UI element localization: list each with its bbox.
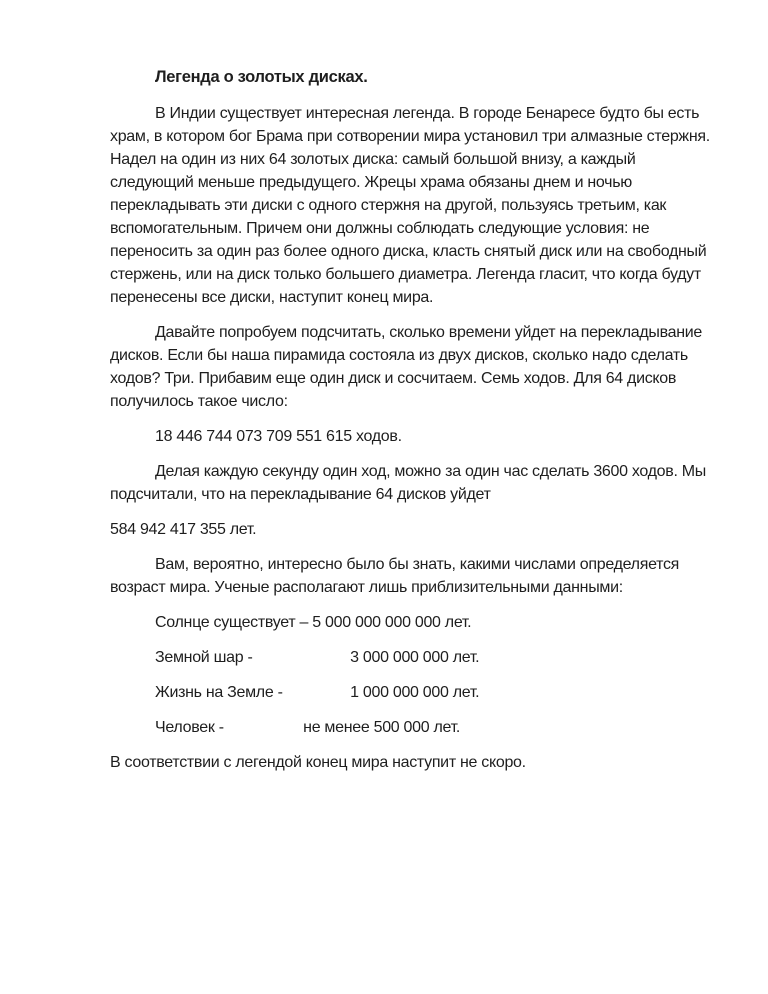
- paragraph-age-intro: Вам, вероятно, интересно было бы знать, какими числами определяется возраст мира. Ученые располагают лишь приблизительными данными:: [110, 556, 680, 596]
- age-item-label: Жизнь на Земле -: [155, 684, 283, 701]
- age-list-row-sun: [110, 611, 710, 634]
- age-item-label: Человек -: [155, 719, 224, 736]
- age-list-row-life: [110, 681, 710, 704]
- age-item-value: не менее 500 000 лет.: [303, 719, 460, 736]
- age-item-value: 3 000 000 000 лет.: [350, 649, 480, 666]
- moves-number-line: 18 446 744 073 709 551 615 ходов.: [155, 428, 402, 445]
- age-item-label: Солнце существует –: [155, 614, 309, 631]
- age-list-row-earth: [110, 646, 710, 669]
- document-title: Легенда о золотых дисках.: [155, 68, 368, 86]
- age-item-value: 5 000 000 000 000 лет.: [312, 614, 472, 631]
- age-list: [110, 611, 710, 739]
- paragraph-legend: В Индии существует интересная легенда. В городе Бенаресе будто бы есть храм, в котором бог Брама при сотворении мира установил три алмазные стержня. Надел на один из них 64 золотых диска: самый большой внизу, а каждый следующий меньше предыдущего. Жрецы храма обязаны днем и ночью перекладывать эти диски с одного стержня на другой, пользуясь третьим, как вспомогательным. Причем они должны соблюдать следующие условия: не переносить за один раз более одного диска, класть снятый диск или на свободный стержень, или на диск только большего диаметра. Легенда гласит, что когда будут перенесены все диски, наступит конец мира.: [110, 105, 710, 306]
- closing-line: В соответствии с легендой конец мира наступит не скоро.: [110, 754, 526, 771]
- age-list-row-human: [110, 716, 710, 739]
- years-number-line: 584 942 417 355 лет.: [110, 521, 257, 538]
- paragraph-speed: Делая каждую секунду один ход, можно за один час сделать 3600 ходов. Мы подсчитали, что на перекладывание 64 дисков уйдет: [110, 463, 706, 503]
- age-item-label: Земной шар -: [155, 649, 253, 666]
- paragraph-counting: Давайте попробуем подсчитать, сколько времени уйдет на перекладывание дисков. Если бы наша пирамида состояла из двух дисков, сколько надо сделать ходов? Три. Прибавим еще один диск и сосчитаем. Семь ходов. Для 64 дисков получилось такое число:: [110, 324, 703, 410]
- age-item-value: 1 000 000 000 лет.: [350, 684, 480, 701]
